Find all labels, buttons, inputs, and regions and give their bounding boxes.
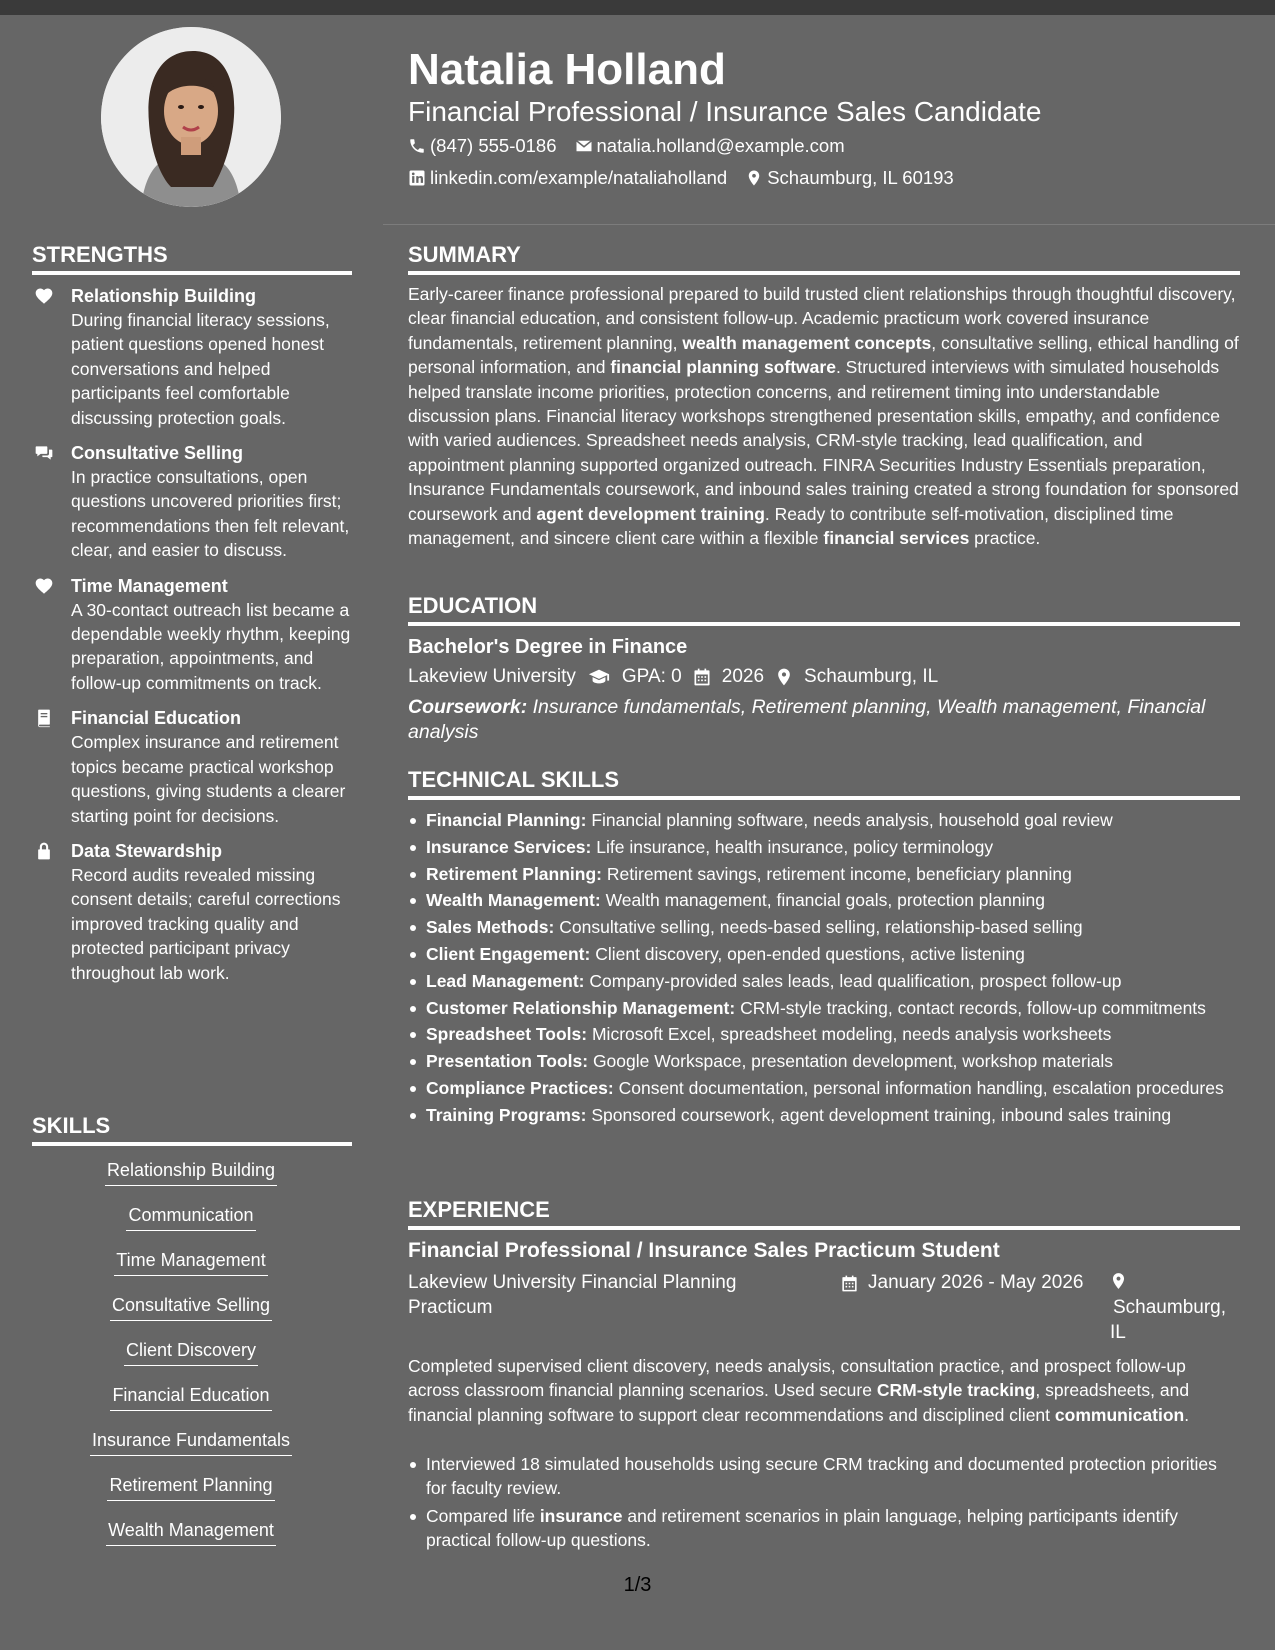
technical-skill-label: Compliance Practices: — [426, 1077, 614, 1098]
technical-skill-label: Lead Management: — [426, 970, 585, 991]
skill-tag: Insurance Fundamentals — [90, 1426, 292, 1456]
summary-highlight: wealth management concepts — [682, 332, 932, 353]
summary-segment: , consultative selling, ethical handling of personal information, and — [408, 332, 1239, 378]
contact-row-secondary — [408, 166, 972, 190]
technical-skill-value: Life insurance, health insurance, policy terminology — [596, 836, 994, 857]
calendar-icon — [840, 1274, 859, 1293]
strength-item — [32, 839, 352, 985]
technical-skill-item — [408, 1076, 1240, 1100]
profile-photo-illustration — [101, 27, 281, 207]
phone-text: (847) 555-0186 — [430, 135, 557, 156]
technical-skill-label: Presentation Tools: — [426, 1051, 589, 1072]
strength-title: Data Stewardship — [71, 840, 223, 861]
summary-highlight: financial services — [823, 528, 970, 549]
technical-skill-label: Insurance Services: — [426, 836, 592, 857]
location-text: Schaumburg, IL 60193 — [767, 167, 954, 188]
education-title: EDUCATION — [408, 592, 1240, 626]
job-bullet-segment: and retirement scenarios in plain language, helping participants identify practical follow-up questions. — [426, 1505, 1178, 1551]
strength-desc: During financial literacy sessions, patient questions opened honest conversations and helped participants feel comfortable discussing protection goals. — [71, 310, 330, 428]
technical-skill-item — [408, 835, 1240, 859]
summary-highlight: agent development training — [536, 503, 765, 524]
envelope-icon — [575, 137, 593, 155]
technical-skill-value: Consent documentation, personal information handling, escalation procedures — [618, 1077, 1224, 1098]
map-pin-icon — [745, 169, 763, 187]
education-gpa: GPA: 0 — [621, 666, 682, 687]
skills-title: SKILLS — [32, 1112, 352, 1146]
technical-skill-item — [408, 1049, 1240, 1073]
job-dates — [840, 1271, 1083, 1296]
job-description-segment: Completed supervised client discovery, needs analysis, consultation practice, and prospect follow-up across classroom financial planning scenarios. Used secure — [408, 1356, 1186, 1401]
technical-skill-value: Sponsored coursework, agent development training, inbound sales training — [591, 1104, 1172, 1125]
candidate-role: Financial Professional / Insurance Sales Candidate — [408, 96, 1042, 127]
skill-tag: Wealth Management — [106, 1516, 276, 1546]
job-description-highlight: communication — [1054, 1404, 1185, 1425]
job-bullets — [408, 1452, 1240, 1556]
technical-skill-item — [408, 1022, 1240, 1046]
skill-tag: Financial Education — [110, 1381, 271, 1411]
technical-skills-list — [408, 808, 1240, 1130]
technical-skill-value: Consultative selling, needs-based selling, relationship-based selling — [559, 917, 1083, 938]
technical-skill-value: Client discovery, open-ended questions, active listening — [595, 943, 1025, 964]
skill-tag: Retirement Planning — [107, 1471, 274, 1501]
top-bar — [0, 0, 1275, 15]
strength-title: Financial Education — [71, 708, 242, 729]
calendar-icon — [692, 667, 712, 687]
job-description — [408, 1354, 1240, 1427]
header-divider — [383, 224, 1275, 225]
strength-item — [32, 284, 352, 430]
strength-desc: Record audits revealed missing consent details; careful corrections improved tracking quality and protected participant privacy throughout lab work. — [71, 864, 341, 983]
heart-icon — [34, 576, 54, 596]
job-description-segment: . — [1184, 1404, 1190, 1425]
education-degree: Bachelor's Degree in Finance — [408, 636, 688, 658]
skill-tag: Time Management — [114, 1246, 267, 1276]
map-pin-icon — [1109, 1271, 1128, 1291]
technical-skill-label: Spreadsheet Tools: — [426, 1024, 588, 1045]
skill-tag: Communication — [126, 1201, 255, 1231]
experience-title: EXPERIENCE — [408, 1196, 1240, 1230]
technical-skill-item — [408, 862, 1240, 886]
skills-list — [32, 1156, 350, 1561]
graduation-cap-icon — [586, 666, 612, 688]
strength-desc: Complex insurance and retirement topics became practical workshop questions, giving students a clearer starting point for decisions. — [71, 732, 346, 826]
summary-segment: . Structured interviews with simulated households helped translate income priorities, protection concerns, and retirement timing into understandable discussion plans. Financial literacy workshops strengthened presentation skills, empathy, and confidence with varied audiences. Spreadsheet needs analysis, CRM-style tracking, lead qualification, and appointment planning supported organized outreach. FINRA Securities Industry Essentials preparation, Insurance Fundamentals coursework, and inbound sales training created a strong foundation for sponsored coursework and — [408, 357, 1239, 524]
summary-segment: . Ready to contribute self-motivation, disciplined time management, and sincere client care within a flexible — [408, 503, 1174, 549]
technical-skill-label: Customer Relationship Management: — [426, 997, 736, 1018]
linkedin-contact[interactable] — [408, 166, 727, 190]
technical-skill-label: Financial Planning: — [426, 810, 587, 830]
strength-title: Relationship Building — [71, 286, 256, 306]
strength-title: Consultative Selling — [71, 443, 244, 464]
job-dates-text: January 2026 - May 2026 — [868, 1272, 1084, 1293]
skill-tag: Relationship Building — [105, 1156, 277, 1186]
heart-icon — [34, 286, 54, 306]
linkedin-text: linkedin.com/example/nataliaholland — [430, 167, 728, 188]
email-text: natalia.holland@example.com — [596, 135, 845, 156]
job-title: Financial Professional / Insurance Sales Practicum Student — [408, 1239, 1000, 1262]
phone-contact[interactable] — [408, 134, 557, 158]
profile-photo — [101, 27, 281, 207]
technical-skill-value: CRM-style tracking, contact records, follow-up commitments — [740, 997, 1206, 1018]
location-contact — [745, 166, 954, 190]
technical-skill-value: Retirement savings, retirement income, beneficiary planning — [606, 863, 1072, 884]
job-bullet — [408, 1504, 1240, 1553]
job-organization: Lakeview University Financial Planning Practicum — [408, 1272, 737, 1318]
email-contact[interactable] — [575, 134, 845, 158]
technical-skill-item — [408, 888, 1240, 912]
job-description-highlight: CRM-style tracking — [876, 1380, 1036, 1401]
job-location: Schaumburg, IL — [1110, 1297, 1227, 1343]
candidate-name: Natalia Holland — [408, 45, 726, 94]
technical-skill-item — [408, 942, 1240, 966]
job-bullet: Interviewed 18 simulated households using secure CRM tracking and documented protection priorities for faculty review. — [408, 1452, 1240, 1501]
strengths-list — [32, 284, 352, 996]
technical-skills-title: TECHNICAL SKILLS — [408, 766, 1240, 800]
strength-desc: A 30-contact outreach list became a dependable weekly rhythm, keeping preparation, appointments, and follow-up commitments on track. — [71, 599, 351, 693]
technical-skill-label: Retirement Planning: — [426, 863, 602, 884]
coursework-label: Coursework: — [408, 696, 528, 718]
job-description-segment: , spreadsheets, and financial planning software to support clear recommendations and disciplined client — [408, 1380, 1190, 1425]
summary-highlight: financial planning software — [610, 357, 836, 378]
comments-icon — [34, 443, 54, 463]
strength-item — [32, 706, 352, 828]
education-location: Schaumburg, IL — [804, 666, 939, 687]
education-school: Lakeview University — [408, 666, 576, 687]
map-pin-icon — [774, 667, 794, 687]
technical-skill-item — [408, 996, 1240, 1020]
job-bullet-highlight: insurance — [539, 1505, 623, 1526]
technical-skill-item — [408, 1103, 1240, 1127]
technical-skill-label: Training Programs: — [426, 1104, 587, 1125]
strength-desc: In practice consultations, open questions uncovered priorities first; recommendations then felt relevant, clear, and easier to discuss. — [71, 467, 350, 561]
technical-skill-label: Wealth Management: — [426, 890, 601, 911]
skill-tag: Consultative Selling — [110, 1291, 272, 1321]
summary-segment: practice. — [969, 528, 1041, 549]
lock-icon — [34, 841, 54, 861]
technical-skill-label: Sales Methods: — [426, 917, 555, 938]
technical-skill-item — [408, 808, 1240, 832]
education-details — [408, 664, 938, 690]
skill-tag: Client Discovery — [124, 1336, 258, 1366]
strength-item — [32, 574, 352, 696]
strength-item — [32, 441, 352, 563]
coursework-list: Insurance fundamentals, Retirement planning, Wealth management, Financial analysis — [408, 696, 1206, 743]
summary-title: SUMMARY — [408, 241, 1240, 275]
technical-skill-item — [408, 915, 1240, 939]
job-bullet-segment: Compared life — [426, 1505, 540, 1526]
education-coursework — [408, 695, 1240, 745]
technical-skill-value: Company-provided sales leads, lead qualification, prospect follow-up — [589, 970, 1122, 991]
technical-skill-item — [408, 969, 1240, 993]
summary-segment: Early-career finance professional prepared to build trusted client relationships through thoughtful discovery, clear financial education, and consistent follow-up. Academic practicum work covered insurance fundamentals, retirement planning, — [408, 284, 1236, 353]
technical-skill-value: Microsoft Excel, spreadsheet modeling, needs analysis worksheets — [591, 1024, 1112, 1045]
technical-skill-value: Financial planning software, needs analysis, household goal review — [591, 810, 1113, 830]
phone-icon — [408, 137, 426, 155]
strengths-title: STRENGTHS — [32, 241, 352, 275]
technical-skill-value: Google Workspace, presentation development, workshop materials — [592, 1051, 1114, 1072]
technical-skill-label: Client Engagement: — [426, 943, 591, 964]
contact-row-primary — [408, 134, 863, 158]
summary-text — [408, 282, 1240, 550]
technical-skill-value: Wealth management, financial goals, protection planning — [605, 890, 1045, 911]
strength-title: Time Management — [71, 575, 228, 596]
linkedin-icon — [408, 169, 426, 187]
page-indicator: 1/3 — [623, 1574, 652, 1596]
education-year: 2026 — [721, 666, 765, 687]
book-icon — [34, 708, 54, 728]
